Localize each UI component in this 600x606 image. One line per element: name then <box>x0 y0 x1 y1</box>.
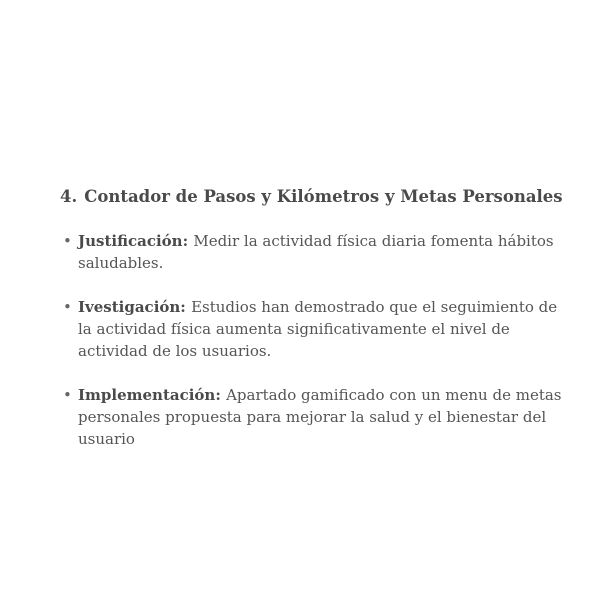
bullet-item-implementacion <box>60 384 570 450</box>
content-section <box>60 184 570 472</box>
section-number: 4. <box>60 187 78 206</box>
section-heading <box>60 184 570 210</box>
bullet-dot: • <box>63 232 72 250</box>
section-title: Contador de Pasos y Kilómetros y Metas Personales <box>84 187 563 206</box>
bullet-label: Implementación: <box>78 386 227 404</box>
bullet-list <box>60 230 570 450</box>
bullet-label: Justificación: <box>78 232 194 250</box>
bullet-label: Ivestigación: <box>78 298 192 316</box>
bullet-text: Medir la actividad física diaria fomenta hábitos saludables. <box>78 232 554 272</box>
bullet-dot: • <box>63 298 72 316</box>
bullet-text: Estudios han demostrado que el seguimiento de la actividad física aumenta significativamente el nivel de actividad de los usuarios. <box>78 298 558 360</box>
bullet-item-investigacion <box>60 296 570 362</box>
bullet-item-justificacion <box>60 230 570 274</box>
bullet-text: Apartado gamificado con un menu de metas personales propuesta para mejorar la salud y el bienestar del usuario <box>78 386 562 448</box>
bullet-dot: • <box>63 386 72 404</box>
